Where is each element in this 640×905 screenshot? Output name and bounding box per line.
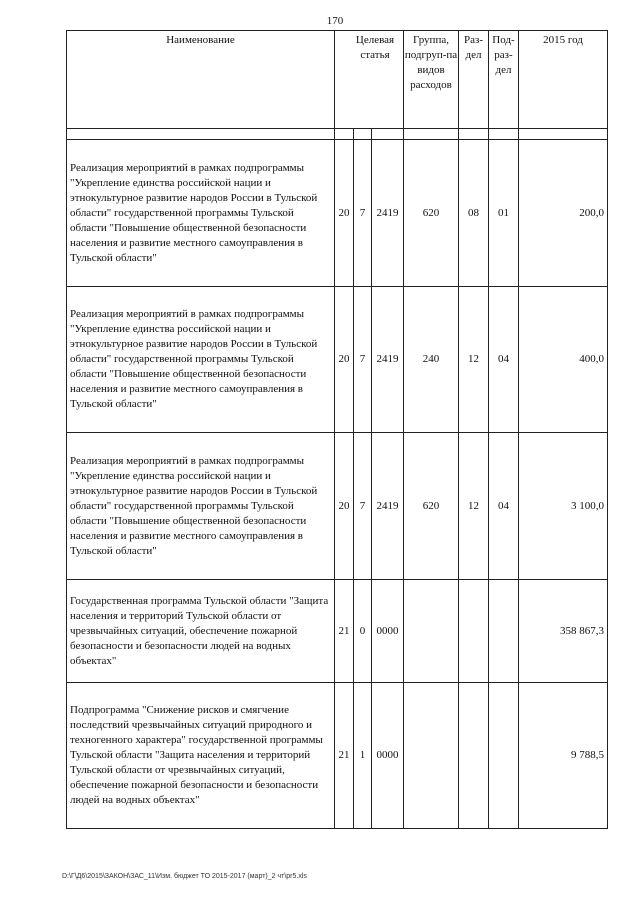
row-section [459,580,489,683]
row-code-program: 20 [335,140,354,287]
table-row [67,433,608,580]
row-code-program: 21 [335,683,354,829]
row-name: Государственная программа Тульской области "Защита населения и территорий Тульской области от чрезвычайных ситуаций, обеспечение пожарной безопасности и безопасности людей на водных объектах" [67,580,335,683]
row-code-subprogram: 7 [354,433,372,580]
file-path-footer: D:\Г\Д6\2015\ЗАКОН\ЗАС_11\Изм. бюджет ТО 2015-2017 (март)_2 чт\pr5.xls [62,873,307,880]
row-code-direction: 2419 [372,140,404,287]
row-name: Подпрограмма "Снижение рисков и смягчение последствий чрезвычайных ситуаций природного и техногенного характера" государственной программы Тульской области "Защита населения и территорий Тульской области от чрезвычайных ситуаций, обеспечение пожарной безопасности и безопасности людей на водных объектах" [67,683,335,829]
row-code-program: 20 [335,433,354,580]
table-row [67,580,608,683]
row-code-direction: 2419 [372,433,404,580]
row-code-subprogram: 1 [354,683,372,829]
table-row [67,287,608,433]
row-code-direction: 2419 [372,287,404,433]
row-expense-group: 240 [404,287,459,433]
row-section: 12 [459,433,489,580]
row-amount: 3 100,0 [519,433,608,580]
row-amount: 358 867,3 [519,580,608,683]
budget-table [66,30,608,829]
row-code-program: 21 [335,580,354,683]
row-code-subprogram: 7 [354,140,372,287]
table-row [67,683,608,829]
header-spacer-row [67,129,608,140]
row-section [459,683,489,829]
row-expense-group: 620 [404,433,459,580]
header-row [67,31,608,129]
row-name: Реализация мероприятий в рамках подпрограммы "Укрепление единства российской нации и этнокультурное развитие народов России в Тульской области" государственной программы Тульской области "Повышение общественной безопасности населения и развитие местного самоуправления в Тульской области" [67,433,335,580]
row-name: Реализация мероприятий в рамках подпрограммы "Укрепление единства российской нации и этнокультурное развитие народов России в Тульской области" государственной программы Тульской области "Повышение общественной безопасности населения и развитие местного самоуправления в Тульской области" [67,140,335,287]
row-amount: 200,0 [519,140,608,287]
row-code-subprogram: 7 [354,287,372,433]
row-expense-group: 620 [404,140,459,287]
header-target-article [335,31,404,129]
header-name: Наименование [67,31,335,129]
header-section: Раз-дел [459,31,489,129]
page-number: 170 [326,15,344,27]
row-code-direction: 0000 [372,580,404,683]
header-year: 2015 год [519,31,608,129]
row-expense-group [404,580,459,683]
row-subsection: 04 [489,433,519,580]
row-code-program: 20 [335,287,354,433]
row-name: Реализация мероприятий в рамках подпрограммы "Укрепление единства российской нации и этнокультурное развитие народов России в Тульской области" государственной программы Тульской области "Повышение общественной безопасности населения и развитие местного самоуправления в Тульской области" [67,287,335,433]
row-section: 08 [459,140,489,287]
row-amount: 9 788,5 [519,683,608,829]
row-amount: 400,0 [519,287,608,433]
table-row [67,140,608,287]
row-subsection [489,580,519,683]
row-section: 12 [459,287,489,433]
row-code-direction: 0000 [372,683,404,829]
header-target-article-label: Целевая статья [355,34,395,61]
row-expense-group [404,683,459,829]
row-code-subprogram: 0 [354,580,372,683]
row-subsection: 01 [489,140,519,287]
header-expense-group: Группа, подгруп-па видов расходов [404,31,459,129]
row-subsection: 04 [489,287,519,433]
row-subsection [489,683,519,829]
header-subsection: Под-раз-дел [489,31,519,129]
